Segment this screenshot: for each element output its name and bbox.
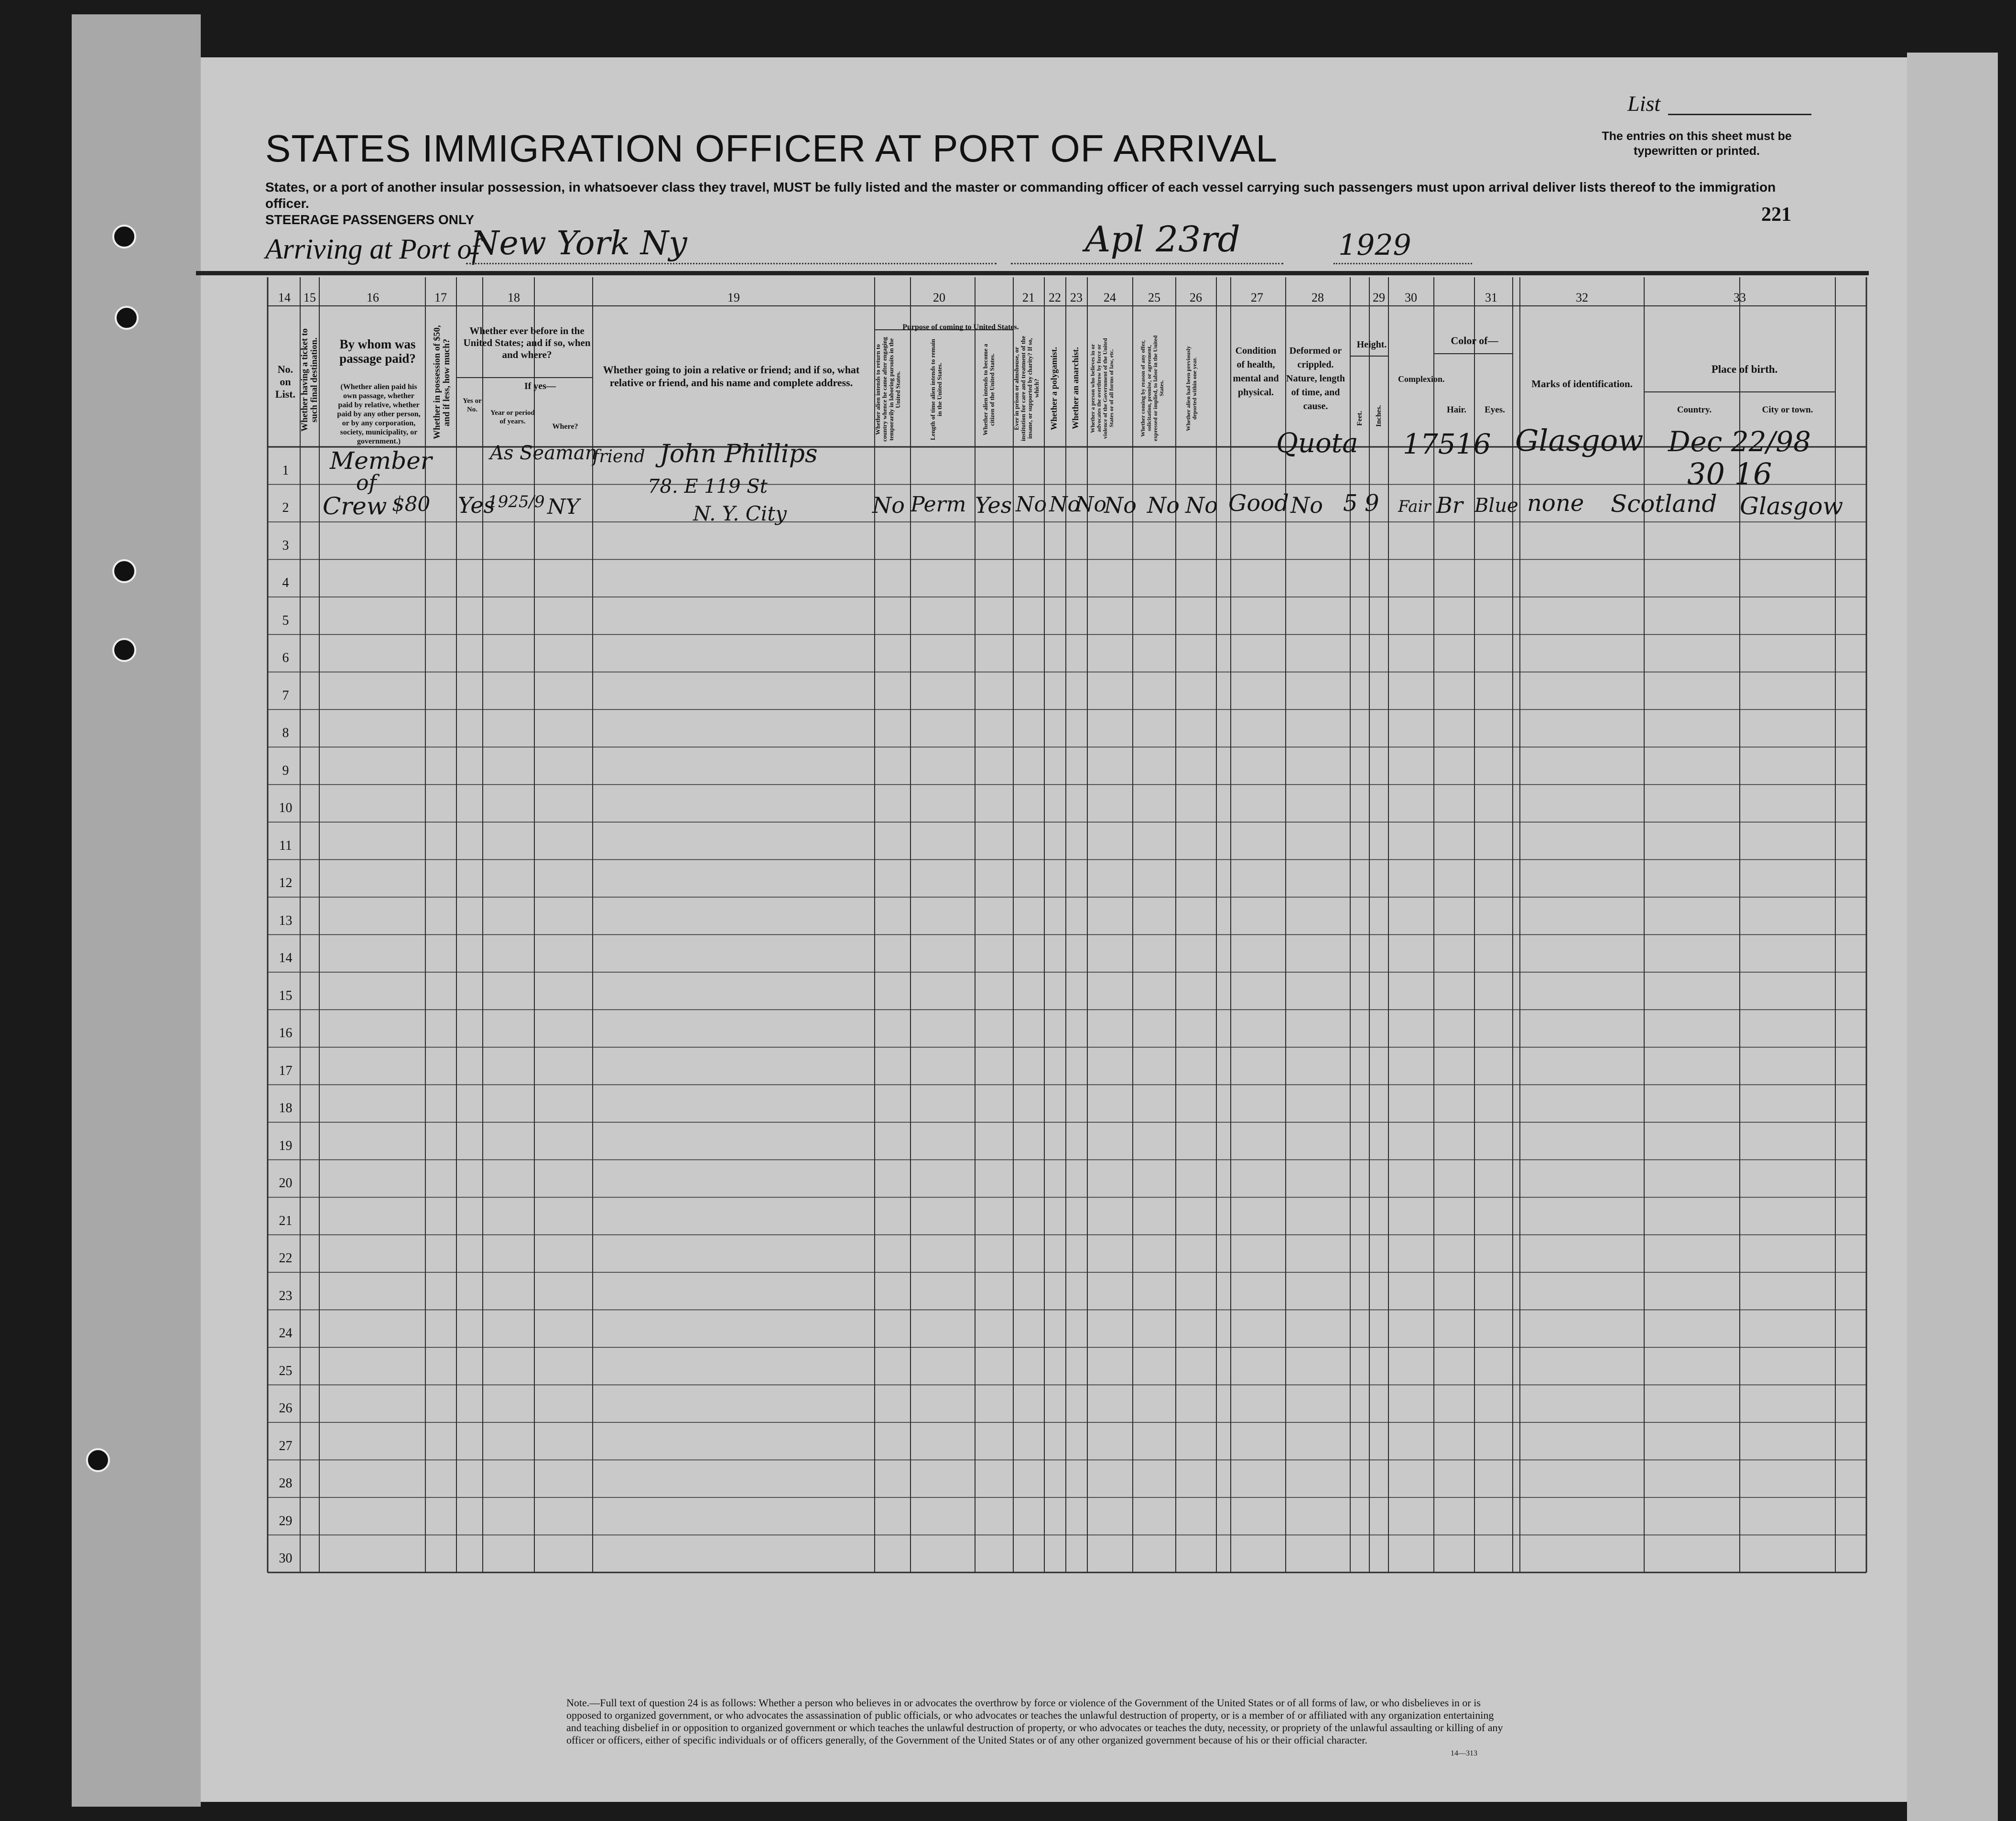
entry-passage-paid-3: Crew [323, 492, 387, 520]
entry-deported: No [1185, 492, 1218, 518]
col29-inches: Inches. [1375, 405, 1383, 427]
entry-birth-city-note: Glasgow [1515, 423, 1644, 458]
col31-eyes: Eyes. [1485, 405, 1505, 415]
column-number: 23 [1070, 291, 1083, 304]
row-number: 13 [279, 913, 293, 928]
col22-heading: Whether a polygamist. [1049, 347, 1059, 430]
row-number: 17 [279, 1063, 293, 1078]
col29-heading: Height. [1356, 339, 1387, 350]
entry-eyes: Blue [1474, 495, 1518, 517]
row-number: 10 [279, 801, 293, 815]
list-label: List [1627, 91, 1661, 116]
row-number: 11 [279, 838, 292, 853]
column-number: 32 [1576, 291, 1588, 304]
row-number: 16 [279, 1026, 293, 1041]
row-number: 28 [279, 1476, 293, 1491]
entry-address-1: 78. E 119 St [648, 476, 768, 498]
col31-hair: Hair. [1447, 405, 1466, 415]
col20c-heading: Whether alien intends to become a citizen of the United States. [982, 344, 996, 435]
arriving-date: Apl 23rd [1085, 219, 1240, 260]
page-number: 221 [1761, 204, 1791, 226]
col30-heading: Complexion. [1398, 374, 1445, 384]
row-number: 6 [282, 650, 289, 665]
col32-heading: Marks of identification. [1531, 378, 1633, 390]
col15-heading: Whether having a ticket to such final destination. [300, 328, 319, 432]
form-instructions-line2: STEERAGE PASSENGERS ONLY [265, 212, 475, 227]
col29-feet: Feet. [1356, 411, 1364, 426]
entry-length-of-stay: Perm [910, 492, 966, 517]
entry-seaman-note: As Seaman [490, 442, 597, 464]
entry-address-2: N. Y. City [693, 502, 787, 525]
column-number: 22 [1049, 291, 1061, 304]
col18-yes-no: Yes or No. [463, 397, 482, 413]
entry-country: Scotland [1611, 490, 1717, 518]
form-code: 14—313 [1451, 1749, 1477, 1757]
entry-height-feet: 5 [1343, 490, 1358, 517]
entry-money: $80 [392, 492, 431, 516]
row-number: 12 [279, 876, 293, 890]
row-number: 5 [282, 613, 289, 628]
entry-citizen-intent: Yes [975, 492, 1012, 518]
question-24-footnote: Note.—Full text of question 24 is as follows: Whether a person who believes in or advocates the overthrow by force or violence of the Government of the United States or of all forms of law, or who disbelieves in or is opposed to organized government, or who advocates the assassination of public officials, or who advocates or teaches the unlawful destruction of property, or is a member of or affiliated with any organization entertaining and teaching disbelief in or opposition to organized government or which teaches the unlawful destruction of property, or who advocates or teaches the duty, necessity, or propriety of the unlawful assaulting or killing of any officer or officers, either of specific individuals or of officers generally, of the Government of the United States or of any other organized government because of his or their official character. [566, 1697, 1503, 1746]
column-number: 30 [1405, 291, 1417, 304]
col27-heading: Condition of health, mental and physical. [1233, 346, 1279, 398]
row-number: 19 [279, 1138, 293, 1153]
entry-polygamist: No [1049, 492, 1080, 517]
col17-heading: Whether in possession of $50, and if less, how much? [432, 325, 452, 440]
column-number: 14 [278, 291, 291, 304]
row-number: 2 [282, 500, 289, 515]
entry-marks: none [1527, 490, 1584, 517]
row-number: 1 [282, 463, 289, 478]
row-number: 24 [279, 1326, 293, 1341]
column-number: 31 [1485, 291, 1497, 304]
column-number: 27 [1251, 291, 1263, 304]
col19-heading: Whether going to join a relative or friend; and if so, what relative or friend, and his name and complete address. [603, 364, 860, 389]
form-instructions-line1: States, or a port of another insular possession, in whatsoever class they travel, MUST be fully listed and the master or commanding officer of each vessel carrying such passengers must upon arrival deliver lists thereof to the immigration officer. [265, 180, 1776, 211]
col20a-heading: Whether alien intends to return to country whence he came after engaging temporarily in laboring pursuits in the United States. [874, 337, 901, 442]
arriving-label: Arriving at Port of [265, 233, 480, 265]
col18-heading: Whether ever before in the United States; and if so, when and where? [463, 325, 591, 360]
form-title: STATES IMMIGRATION OFFICER AT PORT OF ARRIVAL [265, 127, 1278, 170]
typewritten-note: The entries on this sheet must be typewritten or printed. [1602, 130, 1792, 158]
col18-year: Year or period of years. [490, 409, 535, 425]
row-number: 14 [279, 951, 293, 965]
arriving-year: 1929 [1338, 228, 1411, 262]
col16-heading: By whom was passage paid? [339, 337, 416, 366]
row-number: 18 [279, 1101, 293, 1116]
entry-belief: No [1104, 492, 1137, 518]
col33-heading: Place of birth. [1711, 363, 1778, 375]
entry-years: 1925/9 [488, 492, 545, 511]
row-number: 22 [279, 1251, 293, 1266]
row-number: 23 [279, 1288, 293, 1303]
col24-heading: Whether a person who believes in or advocates the overthrow by force or violence of the Government of the United States or of all forms of law, etc. [1089, 338, 1115, 439]
entry-city: Glasgow [1740, 492, 1843, 520]
entry-prison: No [1016, 492, 1047, 517]
column-number: 26 [1190, 291, 1202, 304]
column-number: 28 [1311, 291, 1324, 304]
arriving-port: New York Ny [471, 225, 687, 262]
row-number: 27 [279, 1438, 293, 1453]
row-number: 25 [279, 1363, 293, 1378]
column-number: 24 [1104, 291, 1116, 304]
column-number: 17 [434, 291, 447, 304]
entry-passage-paid-2: of [356, 471, 377, 495]
entry-health: Good [1228, 490, 1289, 517]
entry-extra-marks: 30 16 [1687, 456, 1772, 491]
col20-heading: Purpose of coming to United States. [902, 323, 1019, 331]
column-number: 16 [367, 291, 379, 304]
column-number: 19 [727, 291, 740, 304]
col25-heading: Whether coming by reason of any offer, solicitation, promise, or agreement, expressed or implied, to labor in the United States. [1139, 335, 1165, 442]
col23-heading: Whether an anarchist. [1071, 347, 1080, 430]
entry-quota-number: 17516 [1403, 428, 1491, 460]
column-number: 21 [1022, 291, 1035, 304]
col16-note: (Whether alien paid his own passage, whether paid by relative, whether paid by any other person, or by any corporation, society, municipality, or government.) [337, 383, 421, 445]
column-number: 20 [933, 291, 945, 304]
row-number: 8 [282, 726, 289, 740]
entry-labor-offer: No [1147, 492, 1180, 518]
column-number: 18 [508, 291, 520, 304]
col21-heading: Ever in prison or almshouse, or institution for care and treatment of the insane, or supported by charity? If so, which? [1013, 336, 1040, 441]
col18-if-yes: If yes— [524, 381, 556, 391]
entry-complexion: Fair [1398, 497, 1431, 516]
col26-heading: Whether alien had been previously deported within one year. [1185, 346, 1198, 431]
col14-heading: No. on List. [275, 363, 296, 400]
row-number: 4 [282, 575, 289, 590]
column-number: 29 [1373, 291, 1385, 304]
column-number: 33 [1734, 291, 1746, 304]
column-number: 15 [303, 291, 316, 304]
row-number: 20 [279, 1176, 293, 1191]
entry-where: NY [547, 495, 580, 519]
entry-quota-note: Quota [1276, 428, 1358, 459]
entry-anarchist: No [1075, 492, 1106, 517]
row-number: 30 [279, 1551, 293, 1566]
col31-heading: Color of— [1451, 335, 1498, 347]
entry-hair: Br [1436, 492, 1463, 518]
entry-deformed: No [1290, 492, 1323, 518]
row-number: 3 [282, 538, 289, 553]
row-number: 26 [279, 1401, 293, 1416]
entry-return-intent: No [872, 492, 905, 518]
col18-where: Where? [552, 423, 578, 431]
column-number: 25 [1148, 291, 1160, 304]
col33-country: Country. [1677, 405, 1712, 415]
entry-birth-date-note: Dec 22/98 [1668, 425, 1811, 458]
entry-relation: friend [593, 447, 645, 466]
entry-ever-in-us: Yes [458, 492, 495, 518]
row-number: 29 [279, 1513, 293, 1528]
entry-passage-paid-1: Member [330, 447, 432, 475]
row-number: 15 [279, 988, 293, 1003]
entry-relative-name: John Phillips [660, 440, 818, 468]
col28-heading: Deformed or crippled. Nature, length of time, and cause. [1286, 346, 1345, 412]
row-number: 9 [282, 763, 289, 778]
entry-height-inches: 9 [1365, 490, 1379, 517]
row-number: 21 [279, 1213, 293, 1228]
col33-city: City or town. [1762, 405, 1813, 415]
col20b-heading: Length of time alien intends to remain in the United States. [929, 338, 943, 441]
row-number: 7 [282, 688, 289, 703]
